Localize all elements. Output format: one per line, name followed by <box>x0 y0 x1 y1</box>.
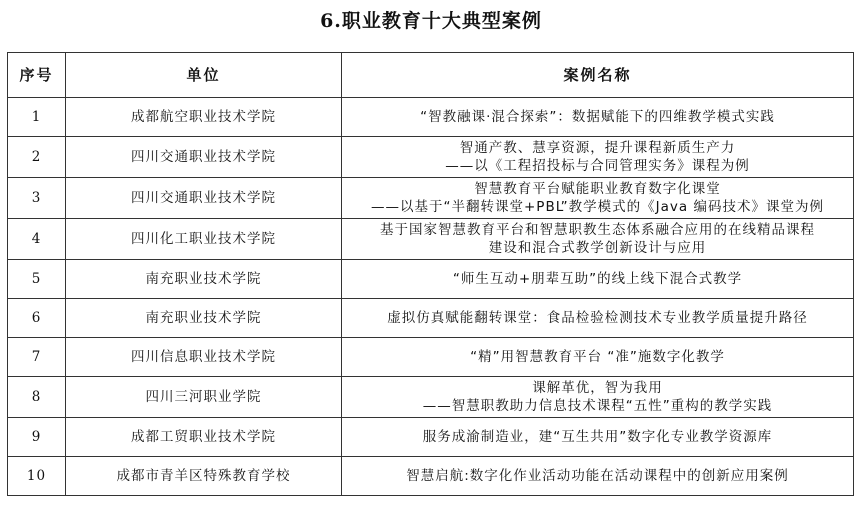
page-title: 6.职业教育十大典型案例 <box>320 10 542 32</box>
table-row <box>8 338 854 377</box>
cell-unit: 四川交通职业技术学院 <box>66 137 342 178</box>
cell-unit: 四川化工职业技术学院 <box>66 219 342 260</box>
case-name-line: “师生互动+朋辈互助”的线上线下混合式教学 <box>452 271 743 287</box>
cell-unit: 成都航空职业技术学院 <box>66 98 342 137</box>
cases-table <box>7 52 854 496</box>
cell-unit: 四川交通职业技术学院 <box>66 178 342 219</box>
cell-case-name <box>342 457 854 496</box>
cell-serial-number: 8 <box>8 377 66 418</box>
cell-unit: 四川信息职业技术学院 <box>66 338 342 377</box>
table-row <box>8 260 854 299</box>
case-name-line: ——以《工程招投标与合同管理实务》课程为例 <box>445 158 750 174</box>
table-row <box>8 377 854 418</box>
case-name-line: 智慧启航:数字化作业活动功能在活动课程中的创新应用案例 <box>406 468 789 484</box>
table-row <box>8 98 854 137</box>
cell-serial-number: 9 <box>8 418 66 457</box>
cell-case-name <box>342 260 854 299</box>
cell-unit: 成都工贸职业技术学院 <box>66 418 342 457</box>
cell-serial-number: 3 <box>8 178 66 219</box>
cell-serial-number: 10 <box>8 457 66 496</box>
table-header-row <box>8 53 854 98</box>
cell-unit: 成都市青羊区特殊教育学校 <box>66 457 342 496</box>
cell-serial-number: 4 <box>8 219 66 260</box>
case-name-line: “精”用智慧教育平台 “准”施数字化教学 <box>470 349 725 365</box>
cell-unit: 南充职业技术学院 <box>66 260 342 299</box>
case-name-line: ——以基于“半翻转课堂+PBL”教学模式的《Java 编码技术》课堂为例 <box>371 199 824 215</box>
cell-serial-number: 7 <box>8 338 66 377</box>
table-row <box>8 219 854 260</box>
case-name-line: “智教融课·混合探索”：数据赋能下的四维教学模式实践 <box>420 109 775 125</box>
cell-serial-number: 1 <box>8 98 66 137</box>
case-name-line: ——智慧职教助力信息技术课程“五性”重构的教学实践 <box>422 398 773 414</box>
case-name-line: 基于国家智慧教育平台和智慧职教生态体系融合应用的在线精品课程 <box>380 222 815 238</box>
cell-case-name <box>342 299 854 338</box>
header-serial-number: 序号 <box>8 53 66 98</box>
cell-case-name <box>342 377 854 418</box>
case-name-line: 智慧教育平台赋能职业教育数字化课堂 <box>474 181 721 197</box>
cell-case-name <box>342 338 854 377</box>
cell-serial-number: 6 <box>8 299 66 338</box>
cell-case-name <box>342 137 854 178</box>
cell-case-name <box>342 219 854 260</box>
cell-case-name <box>342 98 854 137</box>
table-row <box>8 457 854 496</box>
case-name-line: 建设和混合式教学创新设计与应用 <box>488 240 707 256</box>
case-name-line: 智通产教、慧享资源，提升课程新质生产力 <box>459 140 736 156</box>
table-row <box>8 299 854 338</box>
cell-case-name <box>342 178 854 219</box>
case-name-line: 服务成渝制造业，建“互生共用”数字化专业教学资源库 <box>422 429 773 445</box>
header-case-name: 案例名称 <box>342 53 854 98</box>
header-unit: 单位 <box>66 53 342 98</box>
case-name-line: 虚拟仿真赋能翻转课堂：食品检验检测技术专业教学质量提升路径 <box>387 310 808 326</box>
table-row <box>8 137 854 178</box>
cell-case-name <box>342 418 854 457</box>
cell-serial-number: 5 <box>8 260 66 299</box>
table-row <box>8 418 854 457</box>
table-row <box>8 178 854 219</box>
case-name-line: 课解革优，智为我用 <box>532 380 663 396</box>
cell-serial-number: 2 <box>8 137 66 178</box>
cell-unit: 四川三河职业学院 <box>66 377 342 418</box>
cell-unit: 南充职业技术学院 <box>66 299 342 338</box>
